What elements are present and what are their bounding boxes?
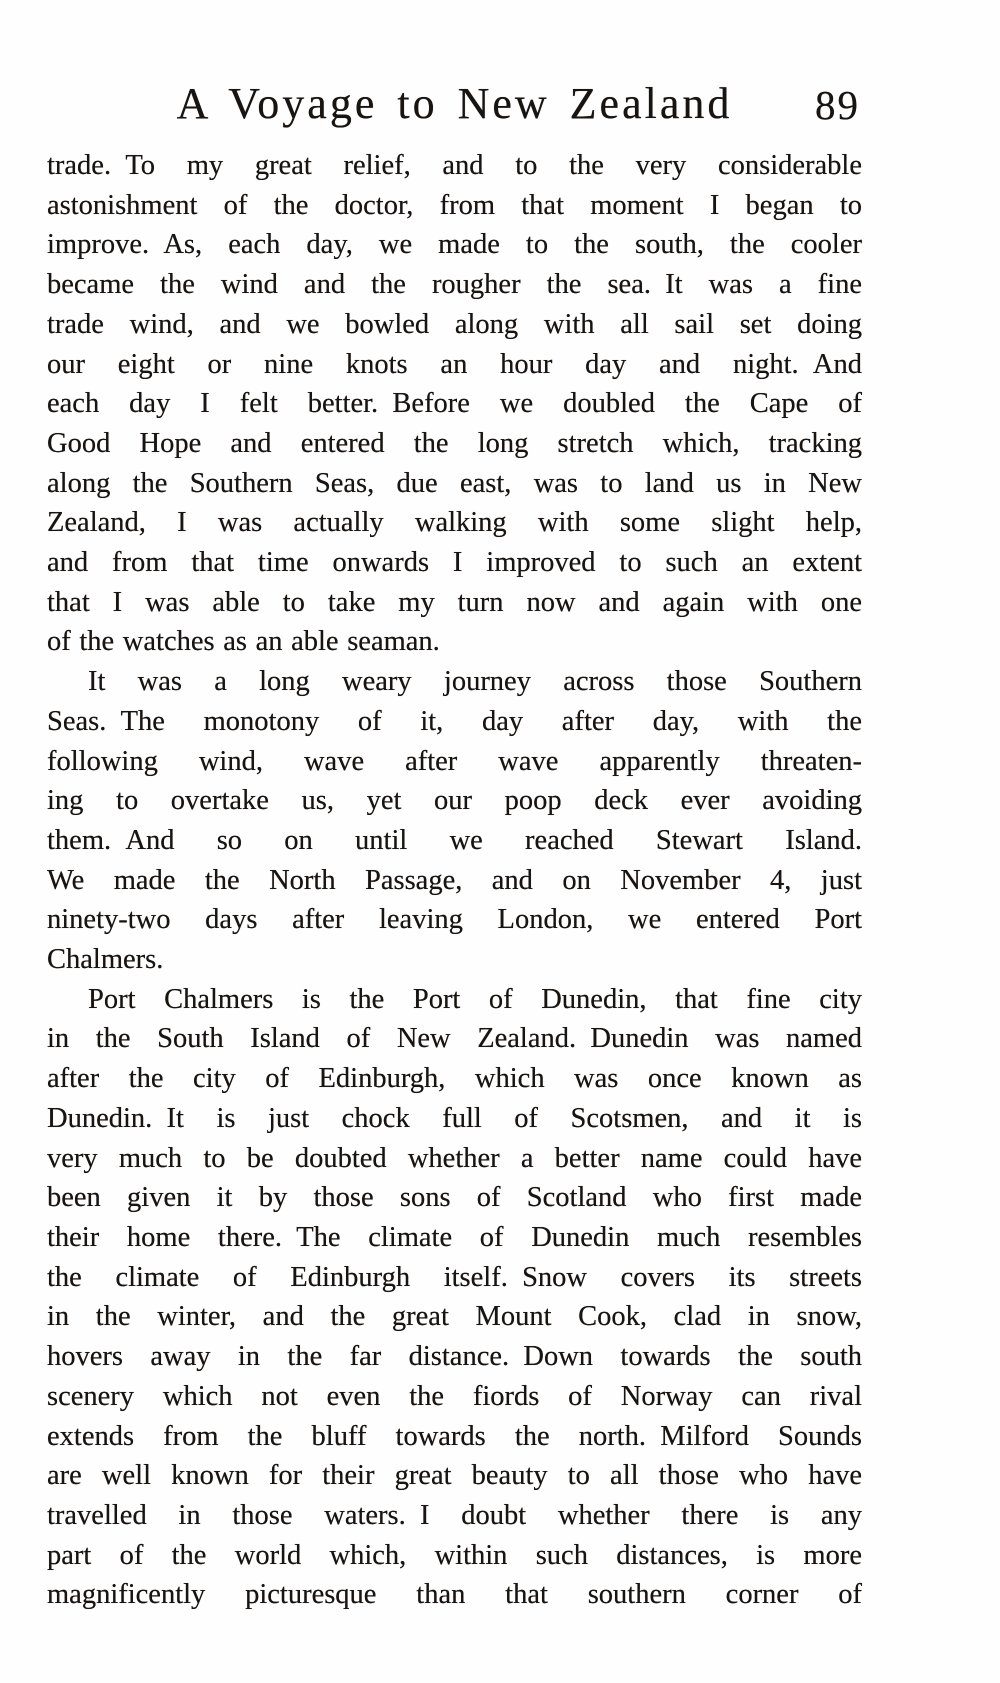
text-line: of the watches as an able seaman. — [47, 626, 440, 658]
text-line: in the winter, and the great Mount Cook, clad in snow, — [47, 1301, 862, 1333]
text-line: Dunedin. It is just chock full of Scotsmen, and it is — [47, 1102, 862, 1134]
text-line: Seas. The monotony of it, day after day, with the — [47, 705, 862, 737]
text-line: and from that time onwards I improved to such an extent — [47, 547, 862, 579]
text-line: ninety-two days after leaving London, we entered Port — [47, 904, 862, 936]
text-line: been given it by those sons of Scotland who first made — [47, 1182, 862, 1214]
text-line: astonishment of the doctor, from that moment I began to — [47, 189, 862, 221]
text-line: hovers away in the far distance. Down towards the south — [47, 1341, 862, 1373]
page-header — [47, 78, 862, 138]
text-line: their home there. The climate of Dunedin much resembles — [47, 1221, 862, 1253]
text-line: them. And so on until we reached Stewart Island. — [47, 824, 862, 856]
page-body — [47, 146, 862, 1615]
text-line: along the Southern Seas, due east, was to land us in New — [47, 467, 862, 499]
text-line: Chalmers. — [47, 944, 164, 976]
text-line: following wind, wave after wave apparently threaten- — [47, 745, 862, 777]
text-line: after the city of Edinburgh, which was once known as — [47, 1063, 862, 1095]
paragraph — [47, 662, 862, 980]
text-line: each day I felt better. Before we doubled the Cape of — [47, 388, 862, 420]
text-line: trade. To my great relief, and to the very considerable — [47, 150, 862, 181]
paragraph — [47, 146, 862, 662]
text-line: extends from the bluff towards the north. Milford Sounds — [47, 1420, 862, 1452]
text-line: Zealand, I was actually walking with some slight help, — [47, 507, 862, 539]
text-line: magnificently picturesque than that southern corner of — [47, 1579, 862, 1611]
paragraph — [47, 980, 862, 1615]
text-line: ing to overtake us, yet our poop deck ever avoiding — [47, 785, 862, 817]
running-title: A Voyage to New Zealand — [176, 79, 733, 128]
text-line: part of the world which, within such distances, is more — [47, 1539, 862, 1571]
text-line: improve. As, each day, we made to the south, the cooler — [47, 229, 862, 261]
text-line: It was a long weary journey across those Southern — [88, 666, 862, 698]
page-number: 89 — [815, 82, 860, 128]
text-line: that I was able to take my turn now and again with one — [47, 586, 862, 618]
text-line: Good Hope and entered the long stretch which, tracking — [47, 427, 862, 459]
text-line: scenery which not even the fiords of Norway can rival — [47, 1380, 862, 1412]
text-line: our eight or nine knots an hour day and night. And — [47, 348, 862, 380]
text-line: the climate of Edinburgh itself. Snow covers its streets — [47, 1261, 862, 1293]
text-line: Port Chalmers is the Port of Dunedin, that fine city — [88, 983, 862, 1015]
text-line: trade wind, and we bowled along with all sail set doing — [47, 308, 862, 340]
text-line: became the wind and the rougher the sea. It was a fine — [47, 269, 862, 301]
text-line: very much to be doubted whether a better name could have — [47, 1142, 862, 1174]
text-line: in the South Island of New Zealand. Dunedin was named — [47, 1023, 862, 1055]
text-line: We made the North Passage, and on November 4, just — [47, 864, 862, 896]
text-line: travelled in those waters. I doubt whether there is any — [47, 1499, 862, 1531]
text-line: are well known for their great beauty to all those who have — [47, 1460, 862, 1492]
